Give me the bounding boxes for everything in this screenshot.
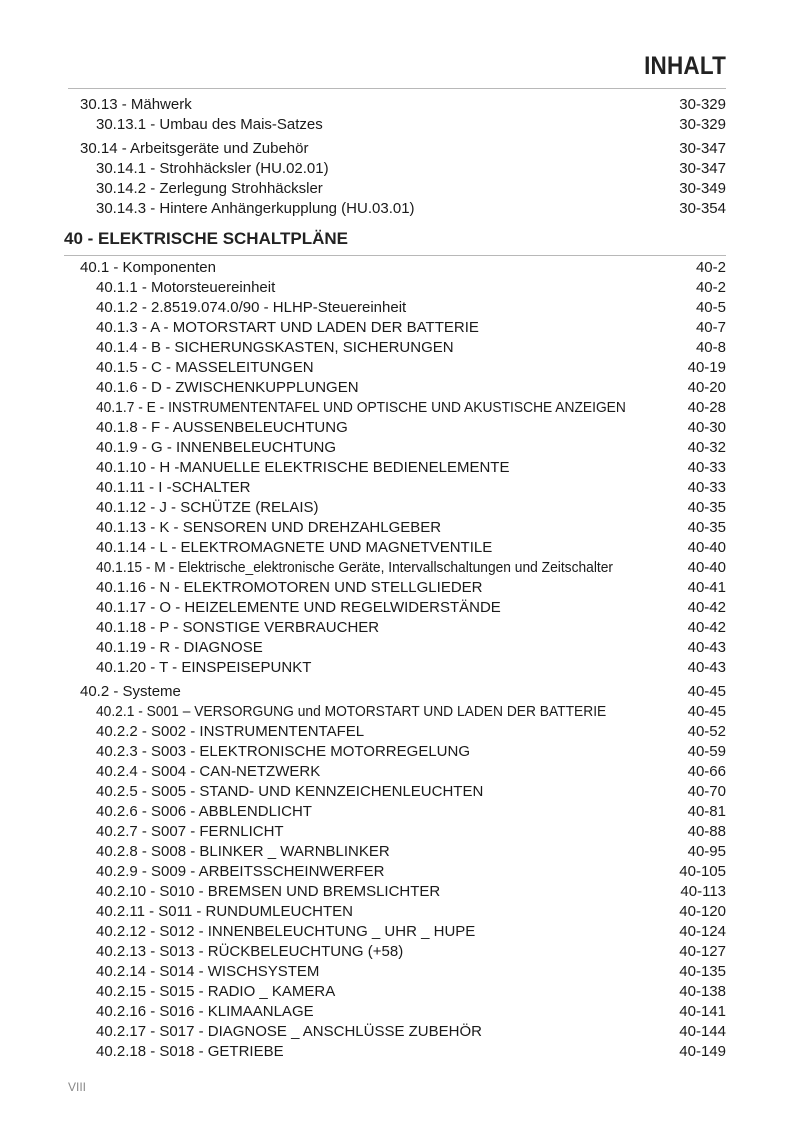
toc-entry-title: 40.1.13 - K - SENSOREN UND DREHZAHLGEBER [96, 519, 442, 536]
toc-entry-page: 40-138 [679, 983, 726, 1000]
toc-subentry[interactable] [80, 1042, 726, 1062]
toc-subentry[interactable] [80, 618, 726, 638]
toc-subentry[interactable] [80, 115, 726, 135]
toc-entry-title: 40.2.5 - S005 - STAND- UND KENNZEICHENLEUCHTEN [96, 783, 484, 800]
toc-entry-page: 40-127 [679, 943, 726, 960]
toc-entry-page: 40-2 [695, 259, 726, 276]
toc-subentry[interactable] [80, 658, 726, 678]
toc-entry-title: 30.14.2 - Zerlegung Strohhäcksler [96, 180, 323, 197]
toc-entry-page: 40-59 [687, 743, 726, 760]
toc-entry-title: 40.1.6 - D - ZWISCHENKUPPLUNGEN [96, 379, 359, 396]
toc-subentry[interactable] [80, 762, 726, 782]
toc-entry-page: 40-43 [687, 639, 726, 656]
toc-subentry[interactable] [80, 518, 726, 538]
toc-entry-title: 40.2.7 - S007 - FERNLICHT [96, 823, 284, 840]
toc-entry-title: 40.2.3 - S003 - ELEKTRONISCHE MOTORREGELUNG [96, 743, 470, 760]
toc-entry-page: 40-144 [679, 1023, 726, 1040]
toc-entry-page: 30-329 [679, 116, 726, 133]
toc-subentry[interactable] [80, 578, 726, 598]
toc-entry-title: 40.1.3 - A - MOTORSTART UND LADEN DER BATTERIE [96, 319, 479, 336]
toc-entry-title: 40.1.11 - I -SCHALTER [96, 479, 251, 496]
toc-entry-page: 40-8 [695, 339, 726, 356]
toc-entry-page: 40-43 [687, 659, 726, 676]
toc-subentry[interactable] [80, 638, 726, 658]
toc-entry-page: 40-135 [679, 963, 726, 980]
toc-entry-title: 40.2.18 - S018 - GETRIEBE [96, 1043, 284, 1060]
toc-subentry[interactable] [80, 478, 726, 498]
toc-entry-page: 40-124 [679, 923, 726, 940]
toc-subentry[interactable] [80, 358, 726, 378]
toc-entry-page: 40-52 [687, 723, 726, 740]
toc-entry-page: 40-141 [679, 1003, 726, 1020]
toc-subentry[interactable] [80, 722, 726, 742]
page-title: INHALT [644, 52, 726, 80]
toc-entry-page: 40-5 [695, 299, 726, 316]
toc-entry-page: 40-81 [687, 803, 726, 820]
toc-entry-page: 40-41 [687, 579, 726, 596]
toc-subentry[interactable] [80, 982, 726, 1002]
toc-entry-title: 40.1.14 - L - ELEKTROMAGNETE UND MAGNETVENTILE [96, 539, 493, 556]
header-rule [68, 88, 726, 89]
toc-entry-page: 40-105 [679, 863, 726, 880]
toc-entry-title: 40.1.12 - J - SCHÜTZE (RELAIS) [96, 499, 319, 516]
toc-subentry[interactable] [80, 902, 726, 922]
toc-entry-page: 40-42 [687, 619, 726, 636]
toc-entry-title: 40.1.19 - R - DIAGNOSE [96, 639, 263, 656]
toc-entry-title: 30.14.1 - Strohhäcksler (HU.02.01) [96, 160, 329, 177]
toc-entry-page: 40-32 [687, 439, 726, 456]
toc-subentry[interactable] [80, 398, 726, 418]
toc-entry-page: 40-35 [687, 499, 726, 516]
toc-subentry[interactable] [80, 538, 726, 558]
toc-entry-page: 40-113 [680, 883, 726, 900]
section-heading: 40 - ELEKTRISCHE SCHALTPLÄNE [64, 229, 348, 248]
toc-entry-page: 40-30 [687, 419, 726, 436]
toc-subentry[interactable] [80, 1022, 726, 1042]
toc-entry-title: 40.2.10 - S010 - BREMSEN UND BREMSLICHTER [96, 883, 441, 900]
toc-entry-title: 40.2.11 - S011 - RUNDUMLEUCHTEN [96, 903, 354, 920]
toc-entry-title: 40.1.18 - P - SONSTIGE VERBRAUCHER [96, 619, 380, 636]
toc-entry-title: 40.2.4 - S004 - CAN-NETZWERK [96, 763, 321, 780]
toc-entry-page: 40-7 [695, 319, 726, 336]
toc-subentry[interactable] [80, 802, 726, 822]
toc-entry-page: 40-120 [679, 903, 726, 920]
toc-subentry[interactable] [80, 742, 726, 762]
toc-entry-title: 40.1 - Komponenten [80, 259, 216, 276]
toc-subentry[interactable] [80, 782, 726, 802]
toc-entry-title: 40.2.17 - S017 - DIAGNOSE _ ANSCHLÜSSE ZUBEHÖR [96, 1023, 482, 1040]
toc-entry-page: 40-42 [687, 599, 726, 616]
toc-subentry[interactable] [80, 458, 726, 478]
toc-subentry[interactable] [80, 179, 726, 199]
toc-subentry[interactable] [80, 199, 726, 219]
toc-subentry[interactable] [80, 498, 726, 518]
toc-subentry[interactable] [80, 378, 726, 398]
toc-entry-title: 40.2.16 - S016 - KLIMAANLAGE [96, 1003, 314, 1020]
toc-entry-page: 30-354 [679, 200, 726, 217]
toc-entry-page: 40-20 [687, 379, 726, 396]
toc-entry-page: 40-95 [687, 843, 726, 860]
toc-subentry[interactable] [80, 598, 726, 618]
toc-entry-page: 40-40 [687, 559, 726, 576]
toc-entry-title: 30.14 - Arbeitsgeräte und Zubehör [80, 140, 309, 157]
toc-subentry[interactable] [80, 418, 726, 438]
toc-subentry[interactable] [80, 278, 726, 298]
toc-entry-title: 30.13 - Mähwerk [80, 96, 192, 113]
toc-entry-title: 40.1.10 - H -MANUELLE ELEKTRISCHE BEDIENELEMENTE [96, 459, 510, 476]
toc-entry-title: 30.14.3 - Hintere Anhängerkupplung (HU.03.01) [96, 200, 415, 217]
toc-entry-title: 40.1.17 - O - HEIZELEMENTE UND REGELWIDERSTÄNDE [96, 599, 501, 616]
page-number: VIII [68, 1080, 87, 1094]
toc-entry-title: 40.2.13 - S013 - RÜCKBELEUCHTUNG (+58) [96, 943, 404, 960]
toc-entry-title: 40.2 - Systeme [80, 683, 181, 700]
toc-subentry[interactable] [80, 842, 726, 862]
toc-subentry[interactable] [80, 159, 726, 179]
toc-entry-title: 40.1.15 - M - Elektrische_elektronische Geräte, Intervallschaltungen und Zeitschalter [96, 559, 613, 576]
toc-entry-page: 40-70 [687, 783, 726, 800]
toc-entry-title: 40.1.7 - E - INSTRUMENTENTAFEL UND OPTISCHE UND AKUSTISCHE ANZEIGEN [96, 399, 626, 416]
toc-subentry[interactable] [80, 338, 726, 358]
toc-subentry[interactable] [80, 298, 726, 318]
toc-entry-title: 30.13.1 - Umbau des Mais-Satzes [96, 116, 323, 133]
toc-entry-title: 40.2.1 - S001 – VERSORGUNG und MOTORSTART UND LADEN DER BATTERIE [96, 703, 607, 720]
toc-entry[interactable] [80, 139, 726, 159]
toc-entry-title: 40.1.2 - 2.8519.074.0/90 - HLHP-Steuereinheit [96, 299, 407, 316]
toc-entry-title: 40.2.8 - S008 - BLINKER _ WARNBLINKER [96, 843, 390, 860]
section-rule [64, 255, 726, 256]
toc-entry-title: 40.2.14 - S014 - WISCHSYSTEM [96, 963, 320, 980]
toc-entry-title: 40.2.12 - S012 - INNENBELEUCHTUNG _ UHR _ HUPE [96, 923, 476, 940]
toc-entry-page: 30-329 [679, 96, 726, 113]
toc [64, 95, 726, 1062]
toc-entry-title: 40.1.4 - B - SICHERUNGSKASTEN, SICHERUNGEN [96, 339, 454, 356]
toc-entry-page: 40-149 [679, 1043, 726, 1060]
toc-entry-page: 40-88 [687, 823, 726, 840]
toc-entry-page: 40-33 [687, 479, 726, 496]
toc-entry-title: 40.1.5 - C - MASSELEITUNGEN [96, 359, 314, 376]
toc-entry-title: 40.1.8 - F - AUSSENBELEUCHTUNG [96, 419, 348, 436]
toc-entry-title: 40.2.9 - S009 - ARBEITSSCHEINWERFER [96, 863, 385, 880]
toc-entry-page: 30-347 [679, 160, 726, 177]
toc-subentry[interactable] [80, 558, 726, 578]
toc-subentry[interactable] [80, 962, 726, 982]
toc-subentry[interactable] [80, 862, 726, 882]
toc-entry-title: 40.1.20 - T - EINSPEISEPUNKT [96, 659, 312, 676]
toc-subentry[interactable] [80, 922, 726, 942]
toc-subentry[interactable] [80, 702, 726, 722]
toc-entry[interactable] [80, 258, 726, 278]
toc-entry-page: 40-45 [687, 683, 726, 700]
toc-entry-title: 40.2.15 - S015 - RADIO _ KAMERA [96, 983, 336, 1000]
toc-entry-title: 40.2.2 - S002 - INSTRUMENTENTAFEL [96, 723, 365, 740]
toc-entry-page: 40-35 [687, 519, 726, 536]
toc-entry-page: 30-349 [679, 180, 726, 197]
toc-entry-page: 40-66 [687, 763, 726, 780]
toc-subentry[interactable] [80, 1002, 726, 1022]
toc-entry-page: 40-45 [687, 703, 726, 720]
toc-entry-page: 40-33 [687, 459, 726, 476]
toc-entry-title: 40.1.1 - Motorsteuereinheit [96, 279, 276, 296]
toc-entry-page: 30-347 [679, 140, 726, 157]
toc-subentry[interactable] [80, 822, 726, 842]
toc-entry-page: 40-19 [687, 359, 726, 376]
toc-subentry[interactable] [80, 438, 726, 458]
toc-entry[interactable] [80, 95, 726, 115]
toc-entry-page: 40-40 [687, 539, 726, 556]
toc-entry[interactable] [80, 682, 726, 702]
toc-entry-page: 40-28 [687, 399, 726, 416]
toc-entry-title: 40.2.6 - S006 - ABBLENDLICHT [96, 803, 312, 820]
toc-subentry[interactable] [80, 882, 726, 902]
toc-entry-title: 40.1.9 - G - INNENBELEUCHTUNG [96, 439, 337, 456]
toc-entry-page: 40-2 [695, 279, 726, 296]
toc-subentry[interactable] [80, 942, 726, 962]
toc-subentry[interactable] [80, 318, 726, 338]
toc-entry-title: 40.1.16 - N - ELEKTROMOTOREN UND STELLGLIEDER [96, 579, 483, 596]
